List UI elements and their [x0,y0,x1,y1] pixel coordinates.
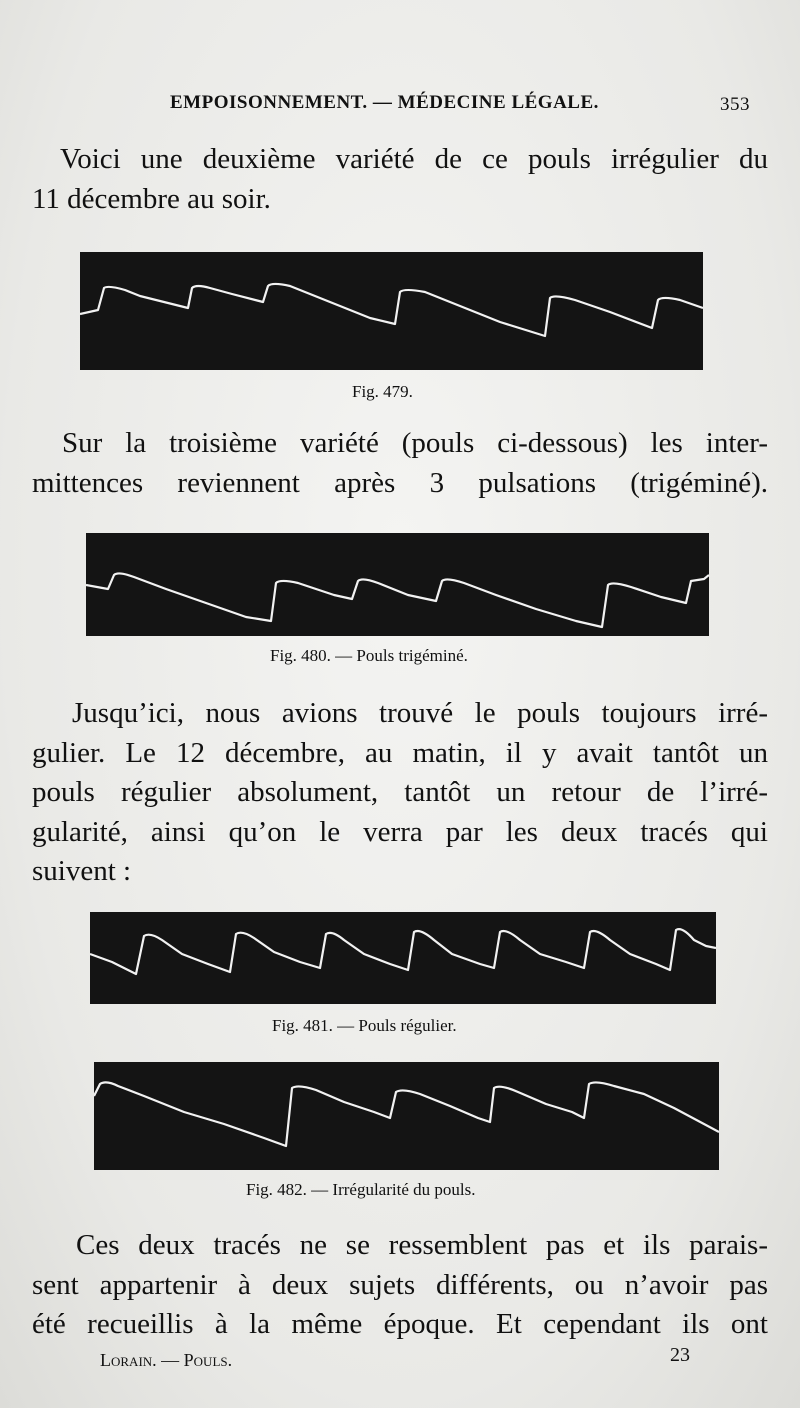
pulse-trace-fig480 [86,533,709,636]
text-line: gulier. Le 12 décembre, au matin, il y avait tantôt un [32,736,768,769]
pulse-curve [80,284,703,336]
text-line: Ces deux tracés ne se ressemblent pas et ils parais- [76,1229,768,1261]
signature-mark: 23 [670,1344,690,1366]
text-line: mittences reviennent après 3 pulsations (trigéminé). [32,466,768,499]
page-number: 353 [720,94,750,115]
footer-author: Lorain. — Pouls. [100,1350,233,1370]
figure-caption: Fig. 480. — Pouls trigéminé. [270,646,468,665]
pulse-trace-fig482 [94,1062,719,1170]
paragraph-4 [32,1226,768,1345]
pulse-curve [94,1082,719,1146]
pulse-trace-fig481 [90,912,716,1004]
figure-caption: Fig. 481. — Pouls régulier. [272,1016,457,1035]
figure-caption: Fig. 479. [352,382,413,401]
page-footer [100,1344,690,1378]
text-line: sent appartenir à deux sujets différents, ou n’avoir pas [32,1268,768,1301]
paragraph-3 [32,694,768,892]
text-line: suivent : [32,855,132,887]
running-header [170,92,750,120]
text-line: pouls régulier absolument, tantôt un retour de l’irré- [32,776,768,808]
pulse-trace-fig479 [80,252,703,370]
text-line: gularité, ainsi qu’on le verra par les deux tracés qui [32,815,768,848]
pulse-curve [90,929,716,974]
text-line: été recueillis à la même époque. Et cependant ils ont [32,1308,768,1340]
pulse-curve [86,573,709,627]
text-line: Voici une deuxième variété de ce pouls irrégulier du [60,143,768,175]
figure-caption: Fig. 482. — Irrégularité du pouls. [246,1180,476,1199]
text-line: Sur la troisième variété (pouls ci-dessous) les inter- [62,427,768,459]
paragraph-1 [32,140,768,219]
text-line: Jusqu’ici, nous avions trouvé le pouls toujours irré- [72,697,768,729]
running-title: EMPOISONNEMENT. — MÉDECINE LÉGALE. [170,92,599,113]
paragraph-2 [32,424,768,503]
text-line: 11 décembre au soir. [32,182,271,215]
